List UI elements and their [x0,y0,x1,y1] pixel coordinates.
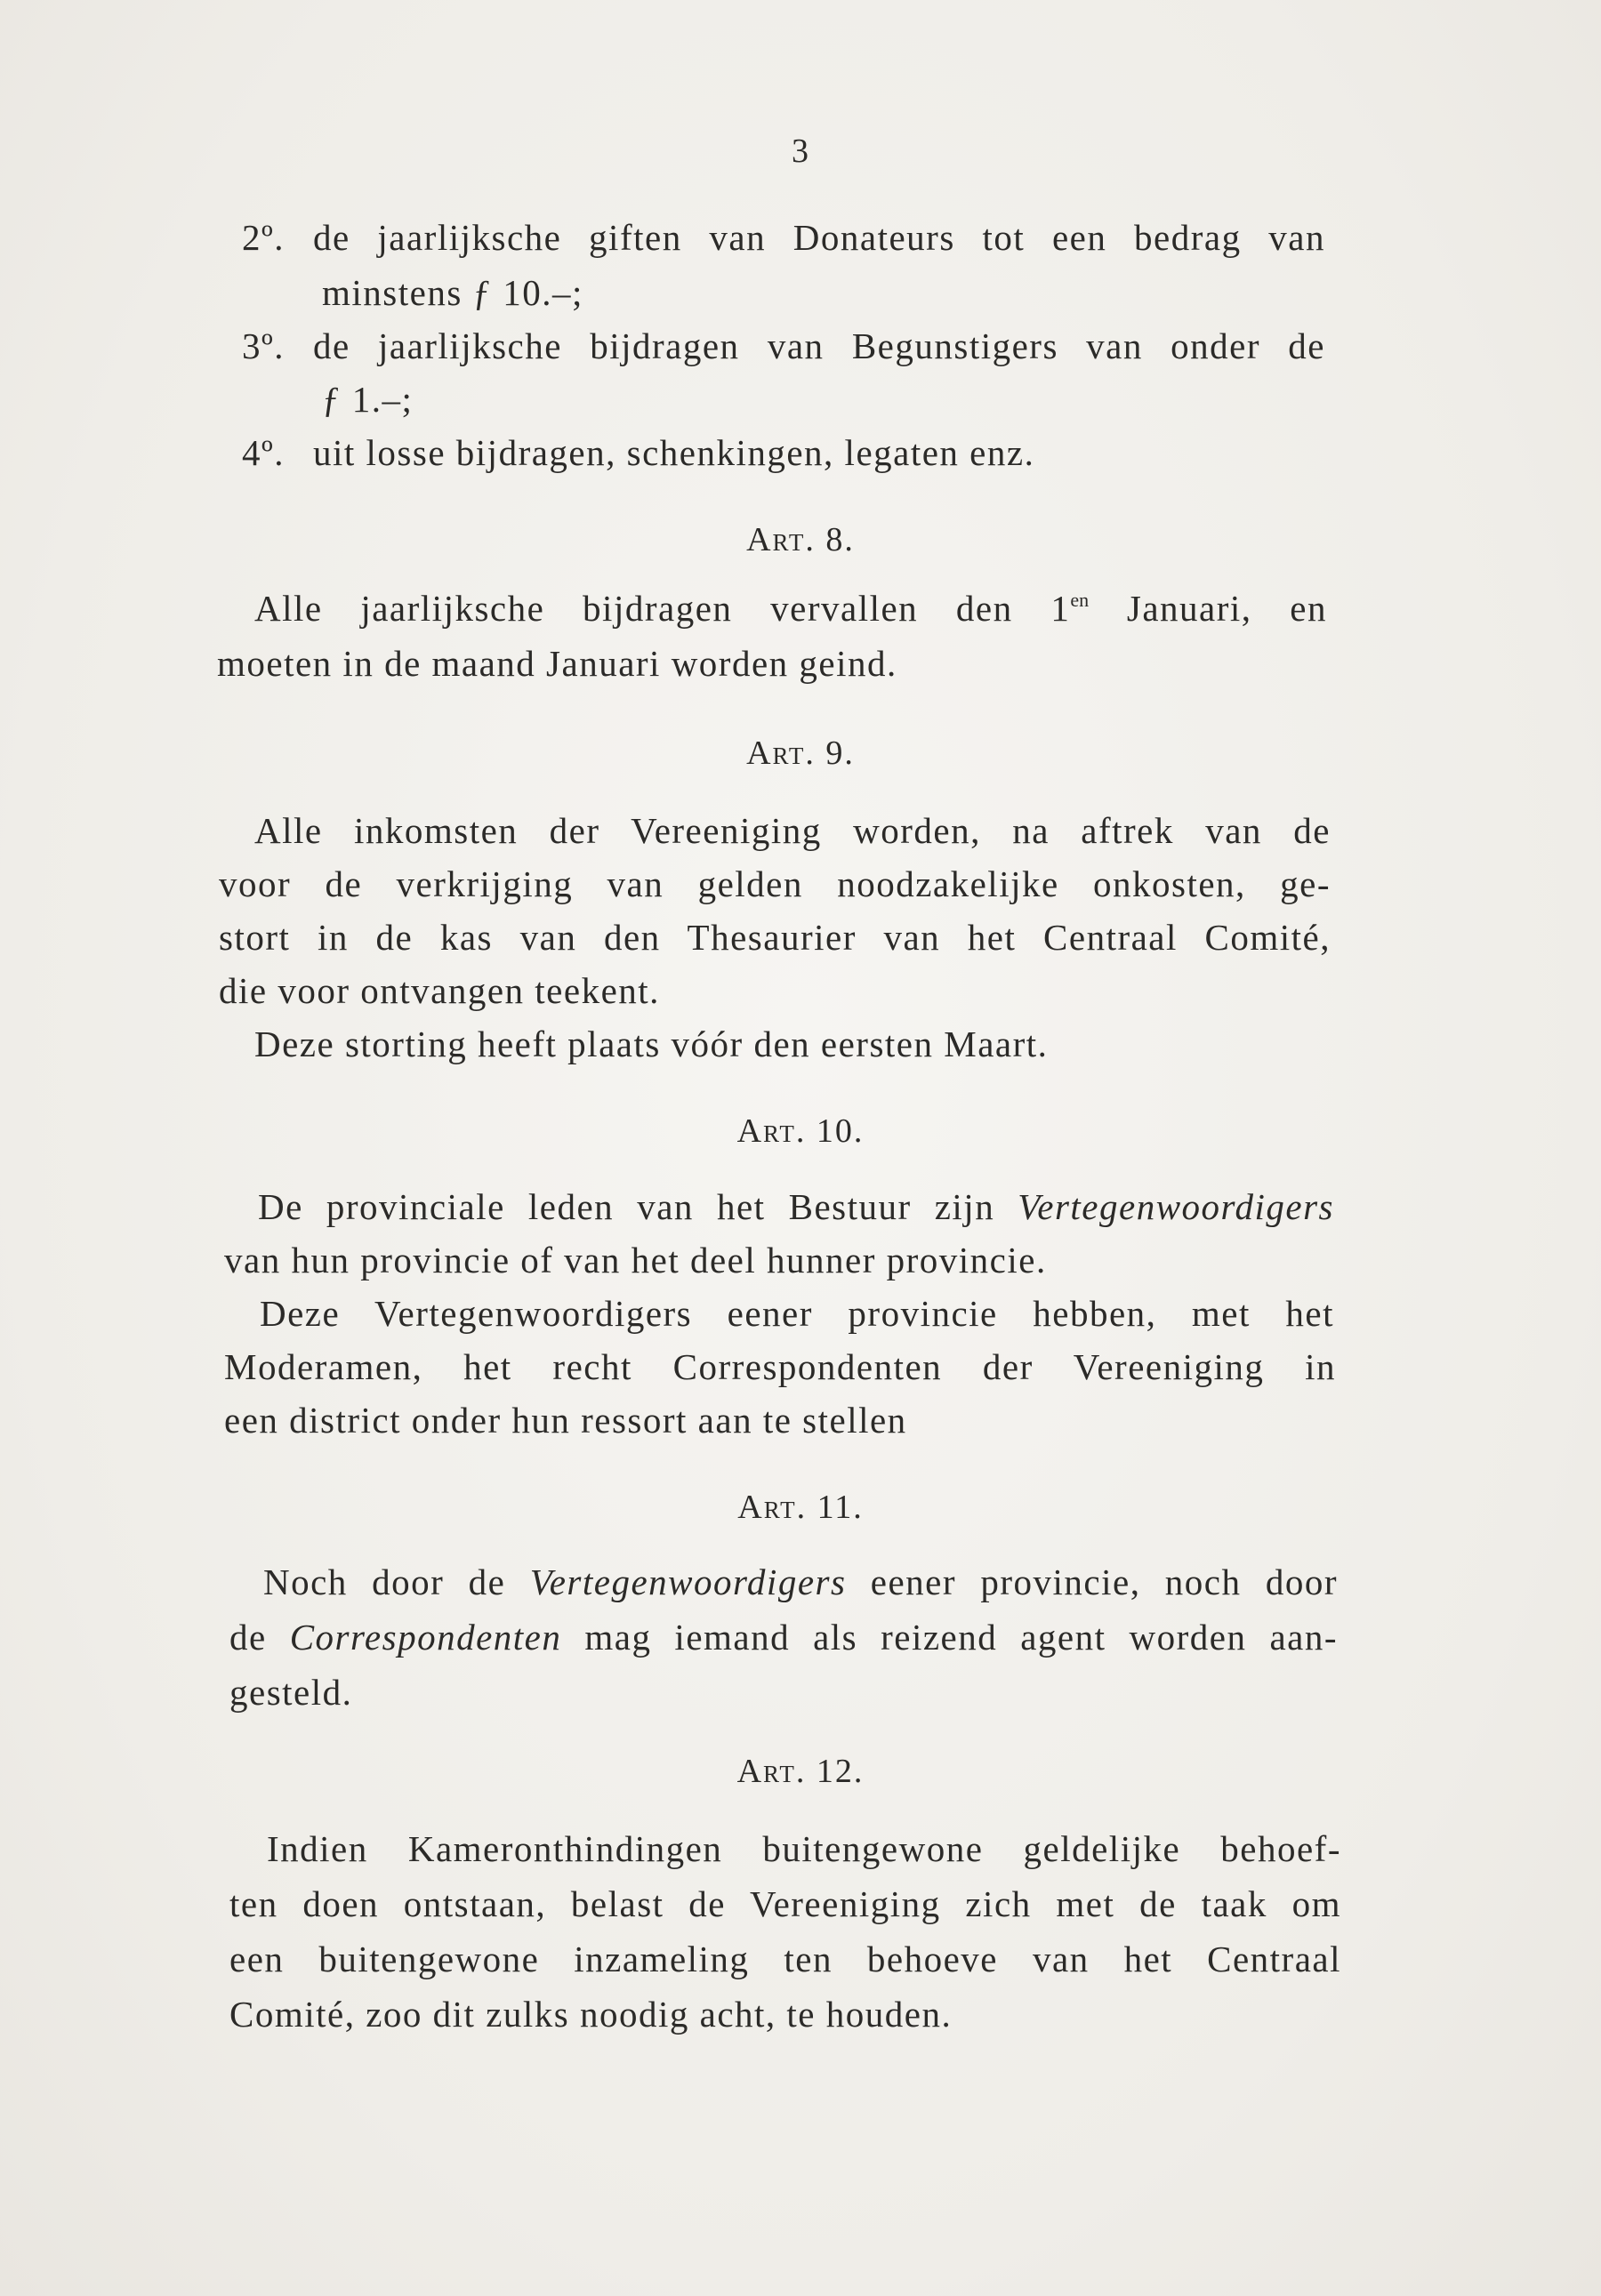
item-2-line-1: 2º. de jaarlijksche giften van Donateurs tot een bedrag van [242,217,1325,258]
article-9-heading: Art. 9. [746,735,855,772]
item-2-line-2: minstens ƒ 10.–; [322,272,583,313]
article-8-heading: Art. 8. [746,521,855,558]
article-10-line-3: Deze Vertegenwoordigers eener provincie hebben, met het [260,1293,1334,1334]
item-3-line-2: ƒ 1.–; [322,379,414,420]
item-4-line-1: 4º. uit losse bijdragen, schenkingen, legaten enz. [242,432,1035,473]
article-10-line-2: van hun provincie of van het deel hunner provincie. [224,1240,1047,1280]
article-11-heading: Art. 11. [737,1489,864,1526]
article-9-line-2: voor de verkrijging van gelden noodzakelijke onkosten, ge- [219,863,1331,904]
article-10-line-5: een district onder hun ressort aan te stellen [224,1400,907,1441]
article-11-line-2: de Correspondenten mag iemand als reizend agent worden aan- [229,1617,1338,1658]
item-3-line-1: 3º. de jaarlijksche bijdragen van Begunstigers van onder de [242,325,1325,366]
article-12-line-3: een buitengewone inzameling ten behoeve van het Centraal [229,1939,1341,1979]
article-11-line-1: Noch door de Vertegenwoordigers eener provincie, noch door [263,1561,1338,1602]
article-12-line-4: Comité, zoo dit zulks noodig acht, te houden. [229,1994,953,2035]
article-11-line-3: gesteld. [229,1672,353,1713]
page-number: 3 [792,132,809,170]
article-9-line-3: stort in de kas van den Thesaurier van het Centraal Comité, [219,917,1331,958]
article-8-line-2: moeten in de maand Januari worden geind. [217,643,897,684]
article-9-line-4: die voor ontvangen teekent. [219,970,660,1011]
article-10-line-4: Moderamen, het recht Correspondenten der Vereeniging in [224,1346,1336,1387]
article-12-heading: Art. 12. [736,1753,865,1790]
article-12-line-1: Indien Kameronthindingen buitengewone geldelijke behoef- [267,1828,1341,1869]
article-8-line-1: Alle jaarlijksche bijdragen vervallen den $1^{en}$ Januari, en [254,588,1327,629]
article-10-line-1: De provinciale leden van het Bestuur zijn Vertegenwoordigers [258,1186,1334,1227]
article-10-heading: Art. 10. [736,1112,865,1150]
article-9-line-1: Alle inkomsten der Vereeniging worden, na aftrek van de [254,810,1331,851]
article-9-line-5: Deze storting heeft plaats vóór den eersten Maart. [254,1024,1049,1064]
article-12-line-2: ten doen ontstaan, belast de Vereeniging zich met de taak om [229,1883,1341,1924]
